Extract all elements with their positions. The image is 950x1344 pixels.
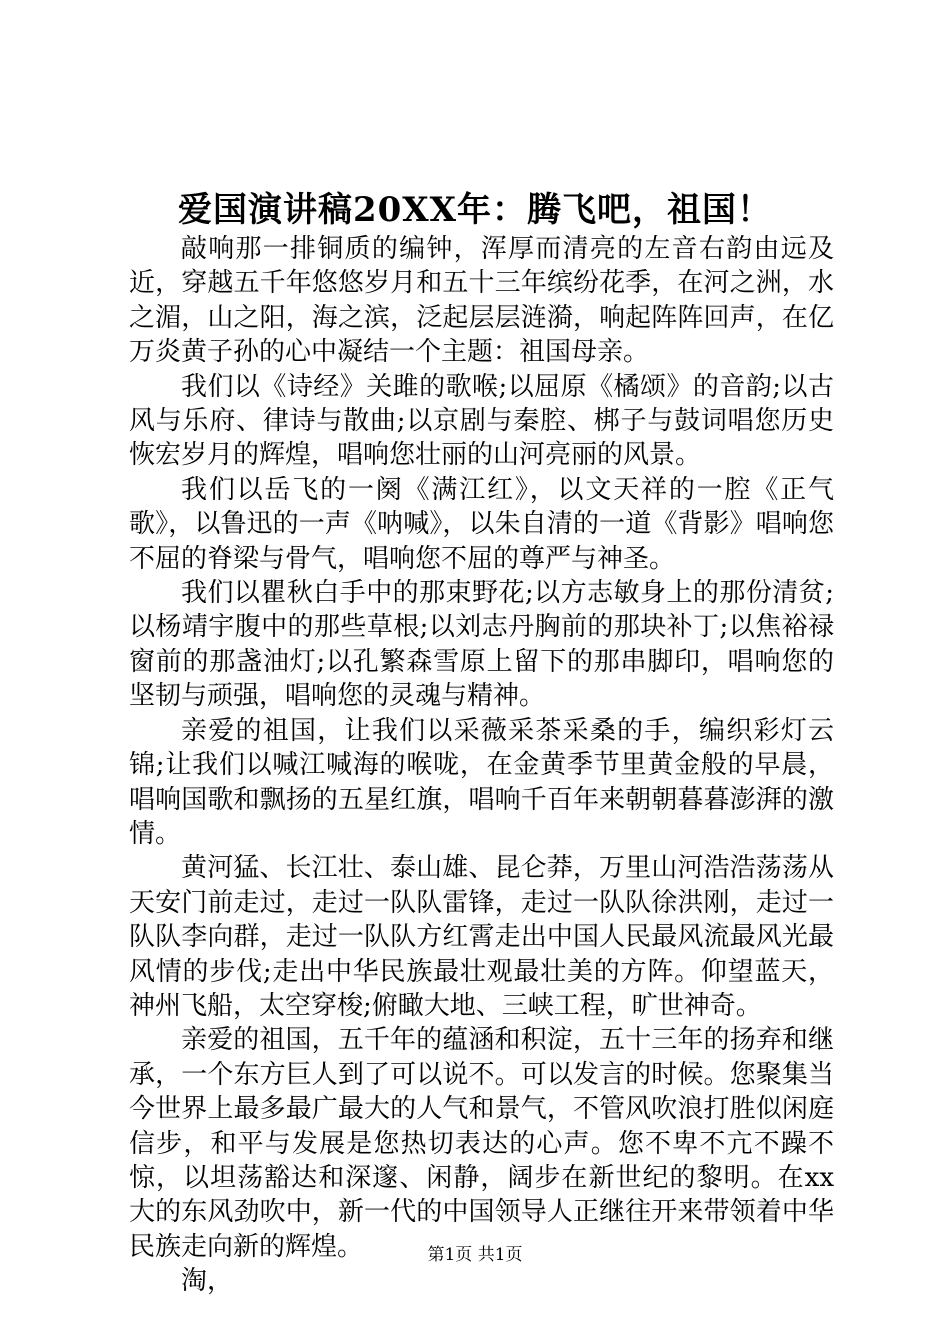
paragraph-7: 亲爱的祖国，五千年的蕴涵和积淀，五十三年的扬弃和继承，一个东方巨人到了可以说不。可以发言的时候。您聚集当今世界上最多最广最大的人气和景气，不管风吹浪打胜似闲庭信步，和平与发展是您热切表达的心声。您不卑不亢不躁不惊，以坦荡豁达和深邃、闲静，阔步在新世纪的黎明。在xx大的东风劲吹中，新一代的中国领导人正继往开来带领着中华民族走向新的辉煌。: [129, 1025, 834, 1262]
paragraph-2: 我们以《诗经》关雎的歌喉;以屈原《橘颂》的音韵;以古风与乐府、律诗与散曲;以京剧与秦腔、梆子与鼓词唱您历史恢宏岁月的辉煌，唱响您壮丽的山河亮丽的风景。: [129, 371, 834, 471]
paragraph-8: 淘，: [181, 1266, 234, 1297]
paragraph-4: 我们以瞿秋白手中的那束野花;以方志敏身上的那份清贫;以杨靖宇腹中的那些草根;以刘志丹胸前的那块补丁;以焦裕禄窗前的那盏油灯;以孔繁森雪原上留下的那串脚印，唱响您的坚韧与顽强，唱响您的灵魂与精神。: [129, 578, 834, 712]
page-footer: 第1页 共1页: [427, 1245, 523, 1265]
paragraph-1: 敲响那一排铜质的编钟，浑厚而清亮的左音右韵由远及近，穿越五千年悠悠岁月和五十三年缤纷花季，在河之洲，水之湄，山之阳，海之滨，泛起层层涟漪，响起阵阵回声，在亿万炎黄子孙的心中凝结一个主题：祖国母亲。: [129, 234, 834, 368]
document-body: [129, 232, 834, 1299]
paragraph-5: 亲爱的祖国，让我们以采薇采茶采桑的手，编织彩灯云锦;让我们以喊江喊海的喉咙，在金黄季节里黄金般的早晨，唱响国歌和飘扬的五星红旗，唱响千百年来朝朝暮暮澎湃的激情。: [129, 715, 834, 849]
paragraph-3: 我们以岳飞的一阕《满江红》，以文天祥的一腔《正气歌》，以鲁迅的一声《呐喊》，以朱自清的一道《背影》唱响您不屈的脊梁与骨气，唱响您不屈的尊严与神圣。: [129, 474, 834, 574]
paragraph-6: 黄河猛、长江壮、泰山雄、昆仑莽，万里山河浩浩荡荡从天安门前走过，走过一队队雷锋，走过一队队徐洪刚，走过一队队李向群，走过一队队方红霄走出中国人民最风流最风光最风情的步伐;走出中华民族最壮观最壮美的方阵。仰望蓝天，神州飞船，太空穿梭;俯瞰大地、三峡工程，旷世神奇。: [129, 853, 834, 1021]
document-title: 爱国演讲稿20XX年：腾飞吧，祖国！: [177, 190, 773, 230]
